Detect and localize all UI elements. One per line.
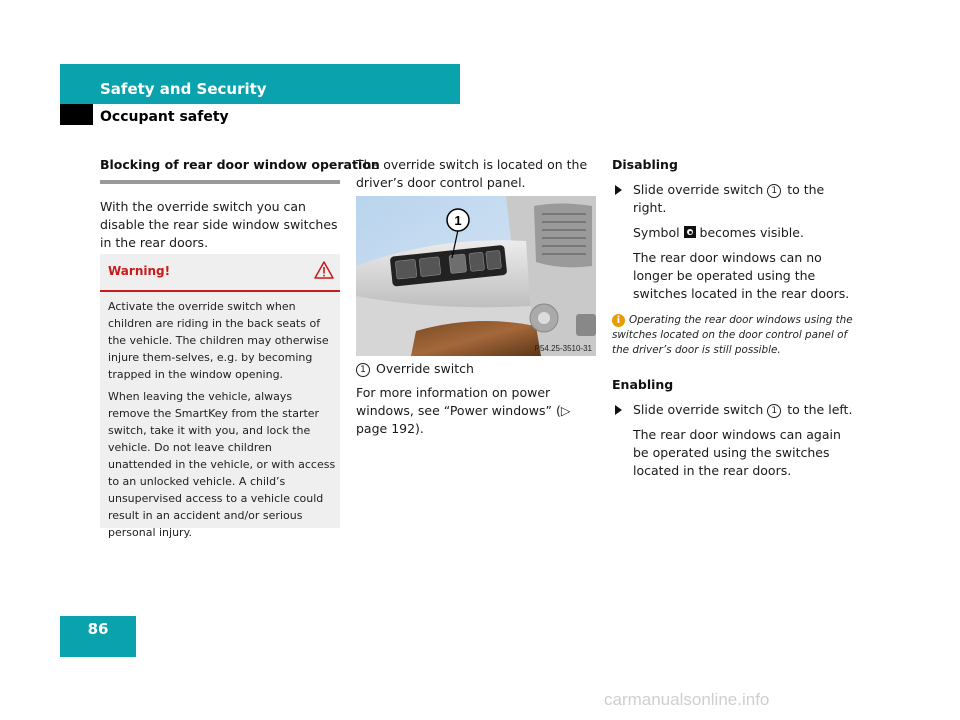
page-number: 86 [87, 620, 109, 638]
photo-callout-number: 1 [454, 213, 462, 228]
enabling-result: The rear door windows can again be operated using the switches located in the rear doors. [633, 427, 841, 478]
info-icon: i [612, 314, 625, 327]
cross-reference-page[interactable]: page 192). [356, 421, 424, 436]
heading-rule [100, 180, 340, 184]
step-text: to the left. [783, 402, 853, 417]
caption-number: 1 [356, 363, 370, 377]
warning-title: Warning! [108, 264, 171, 278]
cross-reference-text: For more information on power windows, see “Power windows” ( [356, 385, 561, 418]
info-text: Operating the rear door windows using the switches located on the door control panel of the driver’s door is still possible. [612, 314, 853, 356]
step-text: Slide override switch [633, 182, 768, 197]
enabling-step [612, 401, 856, 419]
cross-reference-paragraph [356, 384, 596, 438]
section-marker [60, 104, 93, 125]
column-left [100, 156, 380, 252]
warning-triangle-icon [314, 260, 334, 280]
location-paragraph: The override switch is located on the driver’s door control panel. [356, 157, 588, 190]
enabling-heading: Enabling [612, 377, 674, 392]
step-text: Slide override switch [633, 402, 768, 417]
bullet-arrow-icon [615, 405, 622, 415]
step-number: 1 [767, 184, 781, 198]
bullet-arrow-icon [615, 185, 622, 195]
warning-paragraph: When leaving the vehicle, always remove the SmartKey from the starter switch, take it with you, and lock the vehicle. Do not leave children unattended in the vehicle, or with access to an unlocked vehicle. A child’s unsupervised access to a vehicle could result in an accident and/or serious personal injury. [108, 390, 336, 539]
symbol-line [612, 224, 856, 242]
column-middle [356, 156, 596, 192]
door-control-panel-photo [356, 196, 596, 356]
symbol-text: Symbol [633, 225, 684, 240]
warning-rule [100, 290, 340, 292]
disabling-heading: Disabling [612, 157, 678, 172]
intro-paragraph: With the override switch you can disable the rear side window switches in the rear doors. [100, 199, 338, 250]
disabling-result: The rear door windows can no longer be operated using the switches located in the rear doors. [633, 250, 850, 301]
warning-box [100, 254, 340, 539]
disabling-step [612, 181, 856, 217]
column-right [612, 156, 856, 480]
watermark: carmanualsonline.info [604, 690, 770, 709]
info-note [612, 313, 856, 358]
step-text: to the right. [633, 182, 825, 215]
warning-paragraph: Activate the override switch when children are riding in the back seats of the vehicle. The children may otherwise injure them-selves, e.g. by becoming trapped in the window opening. [108, 300, 329, 381]
warning-text [108, 298, 336, 546]
step-number: 1 [767, 404, 781, 418]
photo-caption [356, 361, 474, 377]
caption-text: Override switch [375, 361, 474, 376]
chapter-title: Safety and Security [100, 80, 267, 98]
topic-heading: Blocking of rear door window operation [100, 157, 380, 172]
section-title: Occupant safety [100, 109, 229, 125]
override-symbol-icon [684, 226, 696, 238]
page-reference-arrow-icon: ▷ [560, 403, 571, 418]
photo-reference-code: P54.25-3510-31 [534, 344, 592, 353]
symbol-text: becomes visible. [695, 225, 804, 240]
